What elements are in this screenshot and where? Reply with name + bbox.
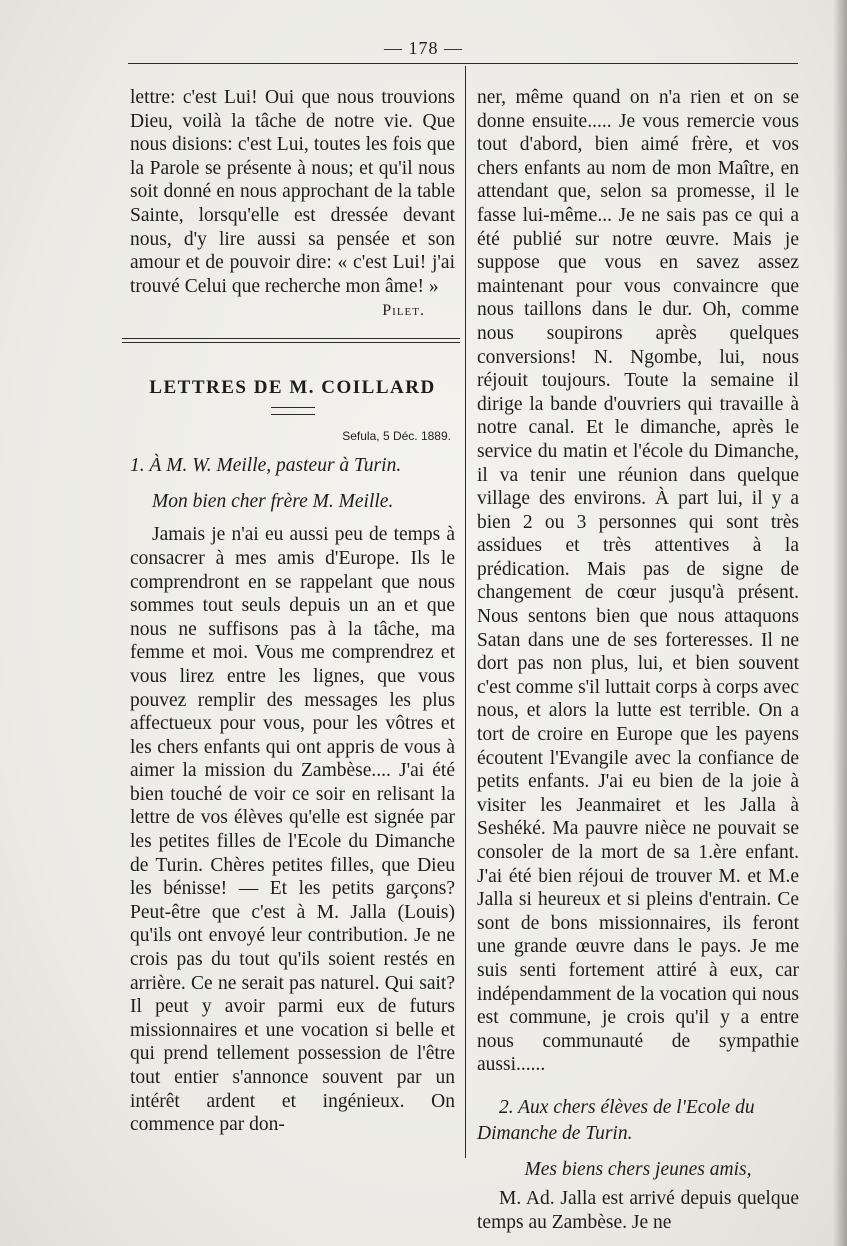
letter-2-body: M. Ad. Jalla est arrivé depuis quelque temps au Zambèse. Je ne	[477, 1187, 799, 1233]
title-ornament	[271, 407, 315, 415]
closing-paragraph: lettre: c'est Lui! Oui que nous trouvions Dieu, voilà la tâche de notre vie. Que nous disions: c'est Lui, toutes les fois que la Parole se présente à nous; et qu'il nous soit donné en nous approchant de la table Sainte, lorsqu'elle est dressée devant nous, d'y lire aussi sa pensée et son amour et de pouvoir dire: « c'est Lui! j'ai trouvé Celui que recherche mon âme! »	[130, 87, 455, 297]
column-divider	[465, 66, 466, 1158]
left-column	[130, 86, 455, 1137]
right-column	[477, 86, 799, 1234]
page-number: — 178 —	[384, 38, 463, 58]
letter-1-continuation: ner, même quand on n'a rien et on se donne ensuite..... Je vous remercie vous tout d'abord, bien aimé frère, et vos chers enfants au nom de mon Maître, en attendant que, selon sa promesse, il le fasse lui-même... Je ne sais pas ce qui a été publié sur notre œuvre. Mais je suppose que vous en savez assez maintenant pour vous convaincre que nous taillons dans le dur. Oh, comme nous soupirons après quelques conversions! N. Ngombe, lui, nous réjouit toujours. Toute la semaine il dirige la bande d'ouvriers qui travaille à notre canal. Et le dimanche, après le service du matin et l'école du Dimanche, il va tenir une réunion dans quelque village des environs. À part lui, il y a bien 2 ou 3 personnes qui sont très assidues et très attentives à la prédication. Mais pas de signe de changement de cœur jusqu'à présent. Nous sentons bien que nous attaquons Satan dans une de ses forteresses. Il ne dort pas non plus, lui, et bien souvent c'est comme s'il luttait corps à corps avec nous, et alors la lutte est terrible. On a tort de croire en Europe que les payens écoutent l'Evangile avec la confiance de petits enfants. J'ai eu bien de la joie à visiter les Jeanmairet et les Jalla à Seshéké. Ma pauvre nièce ne pouvait se consoler de la mort de sa 1.ère enfant. J'ai été bien réjoui de trouver M. et M.e Jalla si heureux et si pleins d'entrain. Ce sont de bons missionnaires, ils feront une grande œuvre dans le pays. Je me suis senti fortement attiré à eux, car indépendamment de la vocation qui nous est commune, je crois qu'il y a entre nous communauté de sympathie aussi......	[477, 87, 799, 1076]
letter-1-body: Jamais je n'ai eu aussi peu de temps à consacrer à mes amis d'Europe. Ils le comprendront en se rappelant que nous sommes tout seuls depuis un an et que nous ne suffisons pas à la tâche, ma femme et moi. Vous me comprendrez et vous lirez entre les lignes, que vous pouvez remplir des messages les plus affectueux pour vous, pour les vôtres et les chers enfants qui ont appris de vous à aimer la mission du Zambèse.... J'ai été bien touché de voir ce soir en relisant la lettre de vos élèves qu'elle est signée par les petites filles de l'Ecole du Dimanche de Turin. Chères petites filles, que Dieu les bénisse! — Et les petits garçons? Peut-être que c'est à M. Jalla (Louis) qu'ils ont envoyé leur contribution. Je ne crois pas du tout qu'ils soient restés en arrière. Ce ne serait pas naturel. Qui sait? Il peut y avoir parmi eux de futurs missionnaires et une vocation si belle et qui prend tellement possession de l'être tout entier s'annonce souvent par un intérêt ardent et ingénieux. On commence par don-	[130, 524, 455, 1136]
dateline: Sefula, 5 Déc. 1889.	[342, 429, 451, 444]
letter-1-heading: 1. À M. W. Meille, pasteur à Turin.	[130, 455, 402, 477]
letter-2-heading: 2. Aux chers élèves de l'Ecole du Dimanche de Turin.	[477, 1096, 755, 1144]
section-separator	[122, 338, 460, 343]
letter-2-salutation: Mes biens chers jeunes amis,	[524, 1158, 752, 1180]
header-rule	[128, 63, 798, 64]
letter-1-salutation: Mon bien cher frère M. Meille.	[152, 491, 394, 513]
section-title: LETTRES DE M. COILLARD	[149, 377, 436, 399]
page-edge-shadow	[833, 0, 847, 1246]
signature: Pilet.	[382, 302, 425, 320]
